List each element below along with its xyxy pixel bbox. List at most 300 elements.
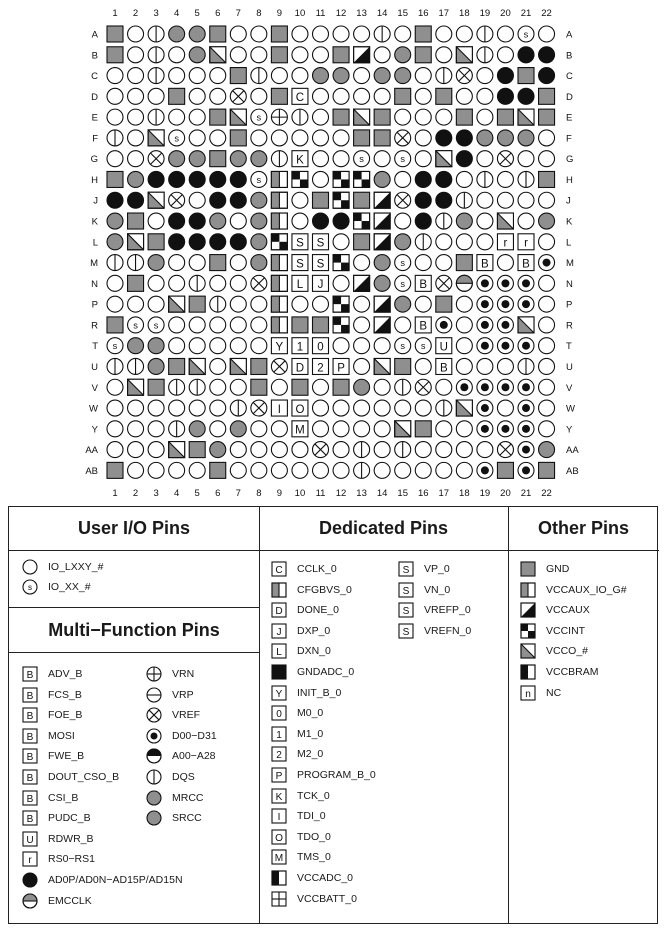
pin-legend (8, 506, 658, 924)
col-label-bottom-20: 20 (500, 488, 511, 499)
legend-item (520, 601, 590, 619)
legend-header-line (9, 550, 659, 551)
pin-C19 (477, 68, 493, 84)
pin-J8 (251, 192, 267, 208)
legend-item (146, 686, 194, 704)
col-label-top-16: 16 (417, 8, 429, 19)
pin-V2 (128, 379, 144, 395)
pin-H5 (189, 171, 205, 187)
pin-V16 (415, 379, 431, 395)
pin-W1 (107, 400, 123, 416)
letter-b-square-icon (22, 666, 38, 682)
pin-Y5 (189, 421, 205, 437)
svg-text:B: B (26, 752, 34, 764)
pin-P11 (313, 296, 329, 312)
col-label-bottom-2: 2 (132, 488, 139, 499)
letter-o-square-icon (271, 829, 287, 845)
pin-K18 (456, 213, 472, 229)
svg-text:S: S (316, 258, 325, 271)
legend-item (398, 622, 471, 640)
pin-T20 (497, 338, 513, 354)
pin-W9 (271, 400, 287, 416)
pin-K4 (169, 213, 185, 229)
pin-N8 (251, 275, 267, 291)
legend-item (520, 560, 569, 578)
row-label-right-W: W (566, 403, 575, 415)
row-label-right-B: B (566, 50, 573, 62)
pin-T2 (128, 338, 144, 354)
pin-B14 (374, 47, 390, 63)
dedicated-title: Dedicated Pins (318, 518, 449, 538)
pin-H21 (518, 171, 534, 187)
svg-text:s: s (174, 133, 179, 144)
pin-T1 (107, 338, 123, 354)
half-filled-circle-icon (146, 748, 162, 764)
legend-label: TDO_0 (297, 830, 331, 843)
pin-N5 (189, 275, 205, 291)
pin-B1 (107, 47, 123, 63)
pin-U5 (189, 358, 205, 374)
svg-text:s: s (523, 29, 529, 40)
row-label-left-C: C (91, 71, 98, 83)
letter-b-square-icon (22, 769, 38, 785)
letter-u-square-icon (22, 831, 38, 847)
legend-label: MOSI (48, 729, 75, 742)
pin-P5 (189, 296, 205, 312)
col-label-bottom-18: 18 (459, 488, 470, 499)
legend-label: VREFP_0 (424, 604, 471, 617)
pin-E11 (313, 109, 329, 125)
pin-AB5 (189, 462, 205, 478)
pin-R7 (230, 317, 246, 333)
svg-text:B: B (439, 362, 448, 375)
row-label-left-Y: Y (91, 424, 98, 436)
pin-T7 (230, 338, 246, 354)
pin-Y12 (333, 421, 349, 437)
pin-D18 (456, 88, 472, 104)
pin-Y2 (128, 421, 144, 437)
pin-H15 (395, 171, 411, 187)
pin-A18 (456, 26, 472, 42)
legend-item (22, 706, 82, 724)
pin-J1 (107, 192, 123, 208)
svg-text:S: S (402, 585, 410, 597)
row-label-left-W: W (89, 403, 98, 415)
pin-V10 (292, 379, 308, 395)
pin-K15 (395, 213, 411, 229)
legend-label: VN_0 (424, 583, 451, 596)
pin-F3 (148, 130, 164, 146)
legend-label: MRCC (172, 791, 204, 804)
pin-U17 (436, 358, 452, 374)
pin-T11 (313, 338, 329, 354)
pin-F14 (374, 130, 390, 146)
pin-G20 (497, 151, 513, 167)
legend-item (271, 890, 357, 908)
pin-E4 (169, 109, 185, 125)
letter-0-square-icon (271, 705, 287, 721)
pin-P7 (230, 296, 246, 312)
row-label-left-N: N (91, 278, 98, 290)
svg-text:s: s (256, 112, 262, 123)
svg-text:r: r (524, 237, 528, 250)
row-label-left-H: H (91, 174, 98, 186)
pin-AA15 (395, 442, 411, 458)
pin-M5 (189, 255, 205, 271)
pin-B11 (313, 47, 329, 63)
pin-R11 (313, 317, 329, 333)
vccaux-square-icon (520, 602, 536, 618)
vrn-circle-icon (146, 666, 162, 682)
pin-D1 (107, 88, 123, 104)
pin-E15 (395, 109, 411, 125)
col-label-bottom-10: 10 (294, 488, 306, 499)
pin-K19 (477, 213, 493, 229)
pin-R22 (539, 317, 555, 333)
pin-M15 (395, 255, 411, 271)
legend-label: NC (546, 686, 562, 699)
legend-label: A00−A28 (172, 750, 216, 763)
svg-text:B: B (481, 258, 489, 271)
letter-s-square-icon (398, 623, 414, 639)
legend-label: DXN_0 (297, 645, 331, 658)
pin-L2 (128, 234, 144, 250)
pin-F19 (477, 130, 493, 146)
legend-label: VCCADC_0 (297, 872, 354, 884)
pin-J19 (477, 192, 493, 208)
legend-item (146, 809, 202, 827)
col-label-bottom-17: 17 (438, 488, 450, 499)
col-label-bottom-15: 15 (397, 488, 408, 499)
pin-F20 (497, 130, 513, 146)
legend-item (22, 747, 84, 765)
svg-text:r: r (28, 855, 32, 867)
pin-K7 (230, 213, 246, 229)
svg-text:L: L (276, 647, 282, 659)
pin-N19 (477, 275, 493, 291)
pin-A19 (477, 26, 493, 42)
letter-b-square-icon (22, 748, 38, 764)
col-label-top-20: 20 (500, 8, 511, 19)
pin-AB2 (128, 462, 144, 478)
legend-label: RS0−RS1 (48, 853, 95, 866)
pin-D20 (497, 88, 513, 104)
svg-text:M: M (274, 853, 284, 865)
svg-text:1: 1 (296, 341, 304, 354)
pin-V15 (395, 379, 411, 395)
pin-AA7 (230, 442, 246, 458)
letter-2-square-icon (271, 746, 287, 762)
col-label-top-18: 18 (459, 8, 470, 19)
pin-G8 (251, 151, 267, 167)
pin-R5 (189, 317, 205, 333)
legend-label: VCCBRAM (546, 666, 599, 678)
pin-N14 (374, 275, 390, 291)
pin-AA4 (169, 442, 185, 458)
pin-R1 (107, 317, 123, 333)
col-label-top-6: 6 (215, 8, 221, 19)
legend-label: IO_LXXY_# (48, 561, 104, 573)
pin-Y4 (169, 421, 185, 437)
pin-AB10 (292, 462, 308, 478)
pin-R12 (333, 317, 349, 333)
row-label-left-J: J (93, 195, 98, 207)
pin-C12 (333, 68, 349, 84)
pin-V12 (333, 379, 349, 395)
pin-M4 (169, 255, 185, 271)
col-label-top-12: 12 (335, 8, 347, 19)
svg-text:U: U (26, 834, 34, 846)
pin-J16 (415, 192, 431, 208)
pin-A3 (148, 26, 164, 42)
pin-V20 (497, 379, 513, 395)
pin-U1 (107, 358, 123, 374)
pin-E1 (107, 109, 123, 125)
legend-item (271, 663, 354, 681)
pin-W12 (333, 400, 349, 416)
legend-label: TMS_0 (297, 851, 331, 864)
pin-C20 (497, 68, 513, 84)
vcco-square-icon (520, 643, 536, 659)
pin-A21 (518, 26, 534, 42)
pin-A8 (251, 26, 267, 42)
pin-AB21 (518, 462, 534, 478)
pin-W3 (148, 400, 164, 416)
row-label-left-D: D (91, 91, 98, 103)
pin-T22 (539, 338, 555, 354)
pin-B10 (292, 47, 308, 63)
col-label-bottom-21: 21 (520, 488, 532, 499)
pin-J6 (210, 192, 226, 208)
letter-r-square-icon (22, 851, 38, 867)
pin-L5 (189, 234, 205, 250)
col-label-top-22: 22 (541, 8, 552, 19)
dqs-circle-icon (146, 769, 162, 785)
pin-W18 (456, 400, 472, 416)
pin-B8 (251, 47, 267, 63)
pin-P9 (271, 296, 287, 312)
svg-text:D: D (275, 606, 283, 618)
col-label-top-7: 7 (235, 8, 241, 19)
pin-B4 (169, 47, 185, 63)
pin-N6 (210, 275, 226, 291)
pin-E10 (292, 109, 308, 125)
pin-Y1 (107, 421, 123, 437)
pin-G6 (210, 151, 226, 167)
pin-M9 (271, 255, 287, 271)
pin-K2 (128, 213, 144, 229)
pin-K6 (210, 213, 226, 229)
pin-AB11 (313, 462, 329, 478)
pin-AB22 (539, 462, 555, 478)
legend-item (271, 766, 376, 784)
pin-AA8 (251, 442, 267, 458)
legend-label: FOE_B (48, 709, 83, 722)
pin-E21 (518, 109, 534, 125)
legend-label: ADV_B (48, 668, 83, 680)
pin-V19 (477, 379, 493, 395)
io-circle-icon (22, 559, 38, 575)
svg-text:s: s (359, 154, 364, 165)
pin-F17 (436, 130, 452, 146)
pin-H18 (456, 171, 472, 187)
pin-N22 (539, 275, 555, 291)
pin-AB19 (477, 462, 493, 478)
col-label-top-9: 9 (276, 8, 283, 19)
pin-D21 (518, 88, 534, 104)
row-label-left-AA: AA (85, 445, 98, 457)
legend-item (271, 581, 352, 599)
row-label-left-K: K (91, 216, 98, 228)
col-label-bottom-12: 12 (335, 488, 347, 499)
svg-text:Y: Y (275, 341, 284, 354)
svg-text:C: C (295, 92, 305, 105)
legend-item (271, 684, 341, 702)
row-label-right-H: H (566, 174, 573, 186)
pin-D17 (436, 88, 452, 104)
legend-label: FWE_B (48, 750, 85, 763)
pin-T4 (169, 338, 185, 354)
svg-text:s: s (400, 278, 406, 289)
legend-label: D00−D31 (172, 729, 217, 742)
pin-C6 (210, 68, 226, 84)
pin-R10 (292, 317, 308, 333)
col-label-bottom-14: 14 (376, 488, 388, 499)
pin-N20 (497, 275, 513, 291)
col-label-bottom-5: 5 (194, 488, 200, 499)
pin-F4 (169, 130, 185, 146)
pin-H1 (107, 171, 123, 187)
pin-F10 (292, 130, 308, 146)
pin-F18 (456, 130, 472, 146)
pin-R13 (354, 317, 370, 333)
row-label-right-C: C (566, 71, 573, 83)
pin-M11 (313, 255, 329, 271)
pin-Y17 (436, 421, 452, 437)
row-label-right-L: L (566, 237, 572, 249)
pin-F7 (230, 130, 246, 146)
pin-W21 (518, 400, 534, 416)
row-label-right-P: P (566, 299, 573, 311)
col-label-top-19: 19 (479, 8, 491, 19)
svg-text:M: M (295, 424, 305, 437)
pin-T6 (210, 338, 226, 354)
pin-D11 (313, 88, 329, 104)
legend-label: DOUT_CSO_B (48, 771, 120, 783)
legend-item (271, 807, 326, 825)
svg-text:B: B (26, 711, 34, 723)
pin-U20 (497, 358, 513, 374)
col-label-top-14: 14 (376, 8, 388, 19)
legend-item (22, 686, 82, 704)
pin-D22 (539, 88, 555, 104)
pin-T10 (292, 338, 308, 354)
pin-B15 (395, 47, 411, 63)
pin-AA3 (148, 442, 164, 458)
pin-H3 (148, 171, 164, 187)
pin-AA11 (313, 442, 329, 458)
legend-label: SRCC (172, 812, 202, 825)
pin-U13 (354, 358, 370, 374)
legend-userio-line (9, 607, 259, 608)
pin-AB6 (210, 462, 226, 478)
pin-H6 (210, 171, 226, 187)
pin-G9 (271, 151, 287, 167)
pin-U6 (210, 358, 226, 374)
pin-T18 (456, 338, 472, 354)
legend-item (22, 789, 78, 807)
legend-item (22, 665, 82, 683)
pin-A5 (189, 26, 205, 42)
pin-J14 (374, 192, 390, 208)
pin-AA16 (415, 442, 431, 458)
letter-l-square-icon (271, 643, 287, 659)
svg-text:S: S (402, 606, 410, 618)
pin-N15 (395, 275, 411, 291)
pin-D5 (189, 88, 205, 104)
legend-label: EMCCLK (48, 894, 92, 907)
svg-text:S: S (402, 626, 410, 638)
pin-A13 (354, 26, 370, 42)
legend-item (271, 848, 331, 866)
gndadc-square-icon (271, 664, 287, 680)
legend-label: M1_0 (297, 727, 324, 740)
pin-J22 (539, 192, 555, 208)
pin-T12 (333, 338, 349, 354)
pin-B18 (456, 47, 472, 63)
pin-B7 (230, 47, 246, 63)
pin-V17 (436, 379, 452, 395)
pin-C13 (354, 68, 370, 84)
pin-E13 (354, 109, 370, 125)
row-label-left-B: B (91, 50, 98, 62)
pin-K22 (539, 213, 555, 229)
row-label-right-K: K (566, 216, 573, 228)
pin-A7 (230, 26, 246, 42)
pin-P2 (128, 296, 144, 312)
col-label-top-17: 17 (438, 8, 450, 19)
pin-J9 (271, 192, 287, 208)
pin-W19 (477, 400, 493, 416)
pin-K20 (497, 213, 513, 229)
pin-D12 (333, 88, 349, 104)
pin-A4 (169, 26, 185, 42)
pin-U12 (333, 358, 349, 374)
pin-J7 (230, 192, 246, 208)
pin-C4 (169, 68, 185, 84)
pin-K21 (518, 213, 534, 229)
svg-text:Y: Y (275, 688, 283, 700)
row-label-right-U: U (566, 361, 573, 373)
pin-L15 (395, 234, 411, 250)
pin-A12 (333, 26, 349, 42)
gnd-square-icon (520, 561, 536, 577)
pin-C21 (518, 68, 534, 84)
pin-Y14 (374, 421, 390, 437)
pin-N21 (518, 275, 534, 291)
pin-J4 (169, 192, 185, 208)
pin-N12 (333, 275, 349, 291)
pin-J11 (313, 192, 329, 208)
svg-text:s: s (153, 320, 159, 331)
row-label-right-D: D (566, 91, 573, 103)
col-label-bottom-19: 19 (479, 488, 491, 499)
vrp-circle-icon (146, 687, 162, 703)
pin-G16 (415, 151, 431, 167)
col-label-top-10: 10 (294, 8, 306, 19)
pin-G4 (169, 151, 185, 167)
pin-AA17 (436, 442, 452, 458)
